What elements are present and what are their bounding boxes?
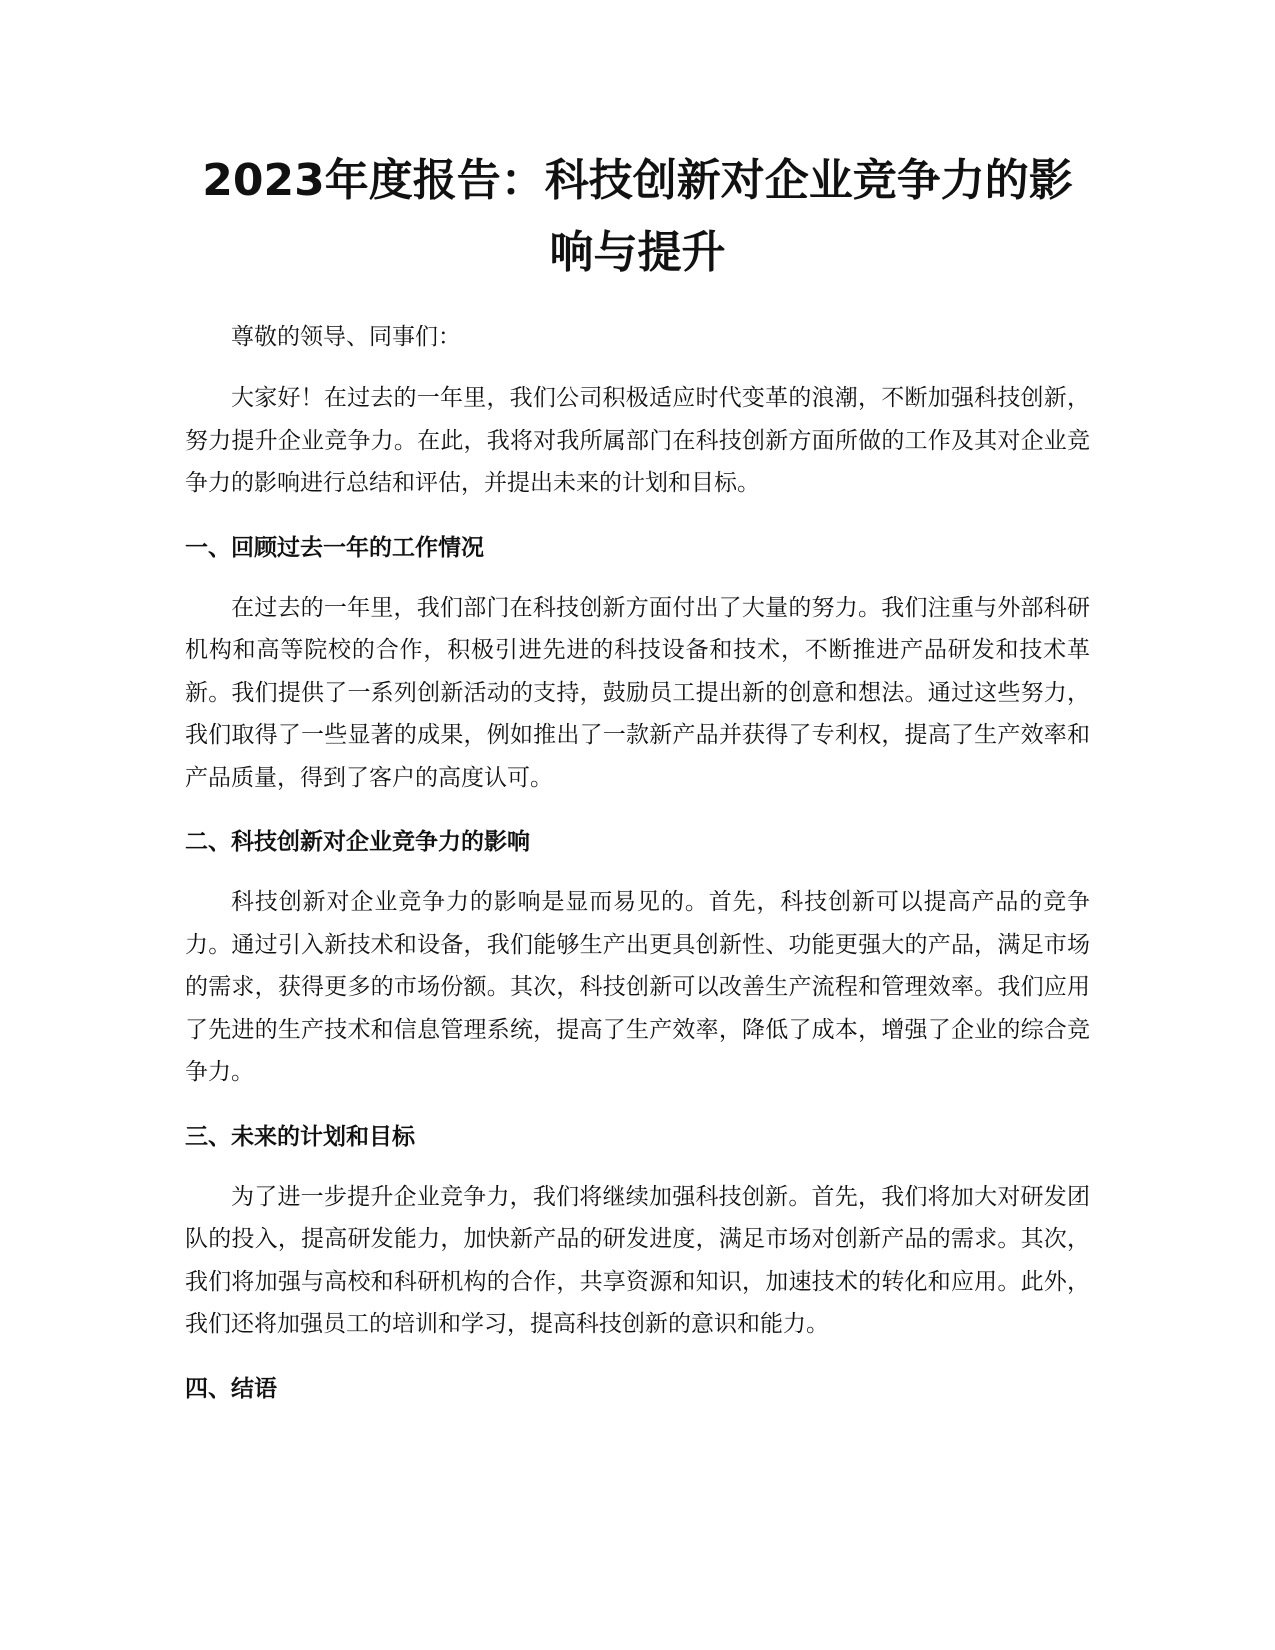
document-page bbox=[185, 145, 1090, 1410]
section-heading-impact: 二、科技创新对企业竞争力的影响 bbox=[185, 829, 530, 855]
intro-paragraph: 大家好！在过去的一年里，我们公司积极适应时代变革的浪潮，不断加强科技创新，努力提升企业竞争力。在此，我将对我所属部门在科技创新方面所做的工作及其对企业竞争力的影响进行总结和评估，并提出未来的计划和目标。 bbox=[185, 385, 1090, 496]
document-title: 2023年度报告：科技创新对企业竞争力的影响与提升 bbox=[202, 155, 1073, 278]
section-body-review: 在过去的一年里，我们部门在科技创新方面付出了大量的努力。我们注重与外部科研机构和高等院校的合作，积极引进先进的科技设备和技术，不断推进产品研发和技术革新。我们提供了一系列创新活动的支持，鼓励员工提出新的创意和想法。通过这些努力，我们取得了一些显著的成果，例如推出了一款新产品并获得了专利权，提高了生产效率和产品质量，得到了客户的高度认可。 bbox=[185, 594, 1090, 791]
section-heading-review: 一、回顾过去一年的工作情况 bbox=[185, 534, 484, 561]
section-heading-conclusion: 四、结语 bbox=[185, 1375, 277, 1402]
section-body-plans: 为了进一步提升企业竞争力，我们将继续加强科技创新。首先，我们将加大对研发团队的投入，提高研发能力，加快新产品的研发进度，满足市场对创新产品的需求。其次，我们将加强与高校和科研机构的合作，共享资源和知识，加速技术的转化和应用。此外，我们还将加强员工的培训和学习，提高科技创新的意识和能力。 bbox=[185, 1183, 1090, 1337]
salutation: 尊敬的领导、同事们： bbox=[231, 324, 461, 350]
section-heading-plans: 三、未来的计划和目标 bbox=[185, 1123, 415, 1150]
section-body-impact: 科技创新对企业竞争力的影响是显而易见的。首先，科技创新可以提高产品的竞争力。通过引入新技术和设备，我们能够生产出更具创新性、功能更强大的产品，满足市场的需求，获得更多的市场份额。其次，科技创新可以改善生产流程和管理效率。我们应用了先进的生产技术和信息管理系统，提高了生产效率，降低了成本，增强了企业的综合竞争力。 bbox=[185, 889, 1090, 1085]
